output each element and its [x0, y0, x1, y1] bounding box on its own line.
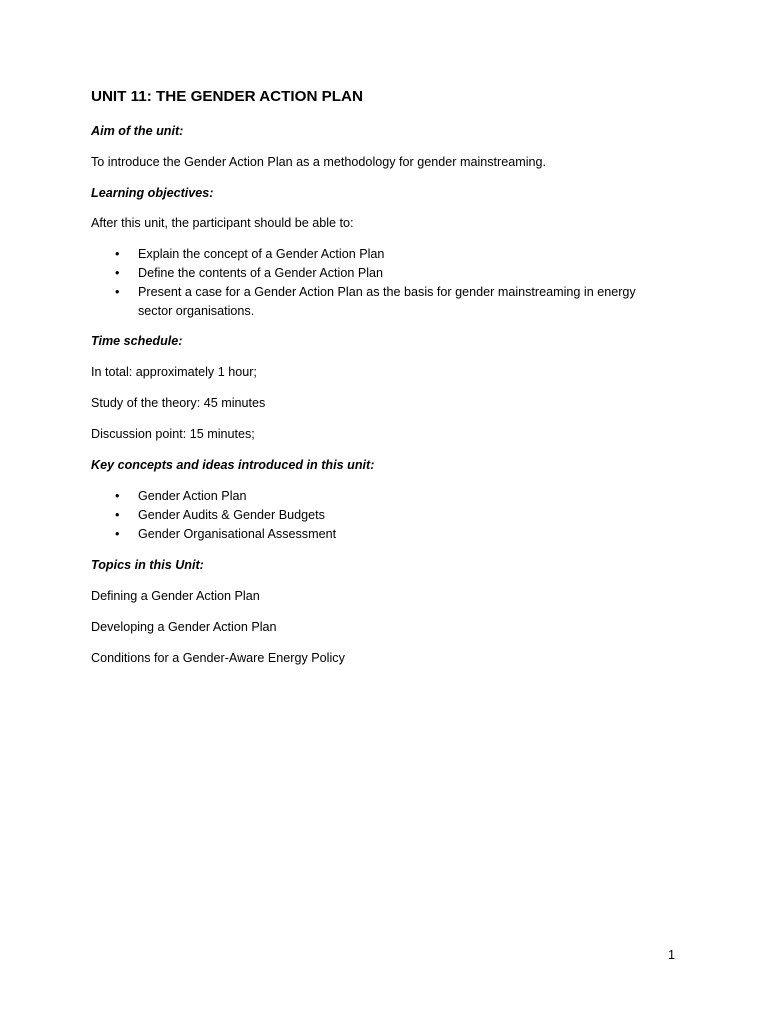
objectives-heading: Learning objectives:: [91, 186, 214, 200]
list-item: [91, 283, 658, 321]
objectives-list: [91, 245, 691, 321]
concepts-heading: Key concepts and ideas introduced in this unit:: [91, 458, 375, 472]
topics-heading: Topics in this Unit:: [91, 558, 204, 572]
list-item: [91, 245, 691, 264]
objectives-intro: After this unit, the participant should be able to:: [91, 216, 354, 230]
list-item: [91, 487, 691, 506]
bullet-icon: •: [115, 489, 120, 503]
schedule-theory: Study of the theory: 45 minutes: [91, 396, 266, 410]
bullet-icon: •: [115, 247, 120, 261]
bullet-icon: •: [115, 266, 120, 280]
list-item: [91, 264, 691, 283]
objective-text: Define the contents of a Gender Action Plan: [138, 266, 384, 280]
objective-text: Present a case for a Gender Action Plan as the basis for gender mainstreaming in energy sector organisations.: [138, 285, 636, 318]
aim-text: To introduce the Gender Action Plan as a methodology for gender mainstreaming.: [91, 155, 547, 169]
concept-text: Gender Action Plan: [138, 489, 247, 503]
schedule-heading: Time schedule:: [91, 334, 183, 348]
concepts-list: [91, 487, 691, 544]
objective-text: Explain the concept of a Gender Action Plan: [138, 247, 385, 261]
list-item: [91, 525, 691, 544]
page-title: UNIT 11: THE GENDER ACTION PLAN: [91, 88, 363, 105]
list-item: [91, 506, 691, 525]
page-number: 1: [668, 948, 676, 962]
topic-item: Conditions for a Gender-Aware Energy Policy: [91, 651, 345, 665]
bullet-icon: •: [115, 508, 120, 522]
aim-heading: Aim of the unit:: [91, 124, 184, 138]
concept-text: Gender Audits & Gender Budgets: [138, 508, 325, 522]
topic-item: Developing a Gender Action Plan: [91, 620, 277, 634]
schedule-total: In total: approximately 1 hour;: [91, 365, 257, 379]
schedule-discussion: Discussion point: 15 minutes;: [91, 427, 255, 441]
concept-text: Gender Organisational Assessment: [138, 527, 337, 541]
bullet-icon: •: [115, 527, 120, 541]
topic-item: Defining a Gender Action Plan: [91, 589, 260, 603]
bullet-icon: •: [115, 285, 120, 299]
